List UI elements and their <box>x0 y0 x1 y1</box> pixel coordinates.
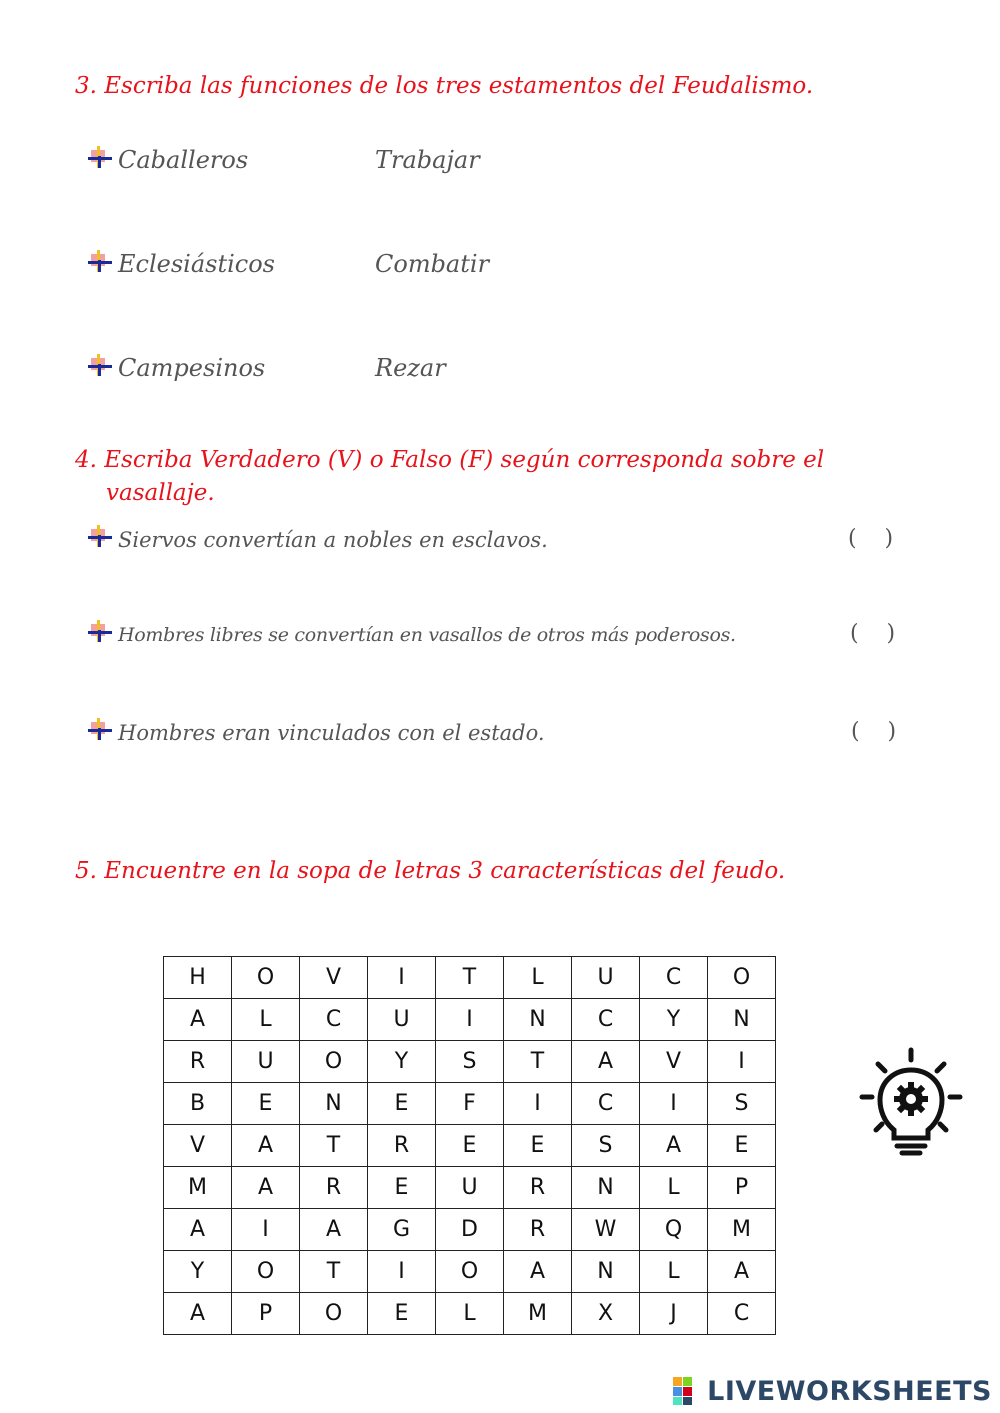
grid-cell[interactable]: V <box>300 957 368 999</box>
grid-cell[interactable]: I <box>368 1251 436 1293</box>
grid-cell[interactable]: I <box>368 957 436 999</box>
grid-cell[interactable]: I <box>640 1083 708 1125</box>
grid-cell[interactable]: E <box>708 1125 776 1167</box>
grid-cell[interactable]: O <box>300 1293 368 1335</box>
grid-cell[interactable]: E <box>368 1167 436 1209</box>
grid-cell[interactable]: C <box>708 1293 776 1335</box>
grid-cell[interactable]: L <box>436 1293 504 1335</box>
q3-left-text: Caballeros <box>118 146 249 174</box>
grid-cell[interactable]: Y <box>368 1041 436 1083</box>
question-3-title: 3. Escriba las funciones de los tres estamentos del Feudalismo. <box>75 73 814 99</box>
grid-cell[interactable]: T <box>436 957 504 999</box>
grid-cell[interactable]: L <box>640 1251 708 1293</box>
answer-blank[interactable]: ( ) <box>850 621 896 646</box>
grid-cell[interactable]: A <box>164 999 232 1041</box>
grid-cell[interactable]: U <box>572 957 640 999</box>
grid-cell[interactable]: T <box>300 1125 368 1167</box>
grid-row <box>164 1209 776 1251</box>
grid-row <box>164 1251 776 1293</box>
grid-cell[interactable]: S <box>436 1041 504 1083</box>
bullet-cross-icon <box>88 620 112 644</box>
grid-cell[interactable]: X <box>572 1293 640 1335</box>
grid-row <box>164 957 776 999</box>
grid-cell[interactable]: M <box>164 1167 232 1209</box>
grid-cell[interactable]: C <box>572 999 640 1041</box>
grid-cell[interactable]: O <box>232 957 300 999</box>
grid-cell[interactable]: A <box>300 1209 368 1251</box>
grid-cell[interactable]: L <box>232 999 300 1041</box>
grid-cell[interactable]: R <box>164 1041 232 1083</box>
answer-blank[interactable]: ( ) <box>851 719 897 744</box>
grid-cell[interactable]: A <box>232 1167 300 1209</box>
grid-cell[interactable]: P <box>708 1167 776 1209</box>
grid-cell[interactable]: O <box>300 1041 368 1083</box>
question-4-title-continued: vasallaje. <box>106 480 215 506</box>
grid-row <box>164 1125 776 1167</box>
grid-cell[interactable]: I <box>708 1041 776 1083</box>
q4-statement: Siervos convertían a nobles en esclavos. <box>118 528 548 552</box>
grid-row <box>164 1167 776 1209</box>
grid-cell[interactable]: A <box>232 1125 300 1167</box>
grid-cell[interactable]: R <box>504 1209 572 1251</box>
grid-cell[interactable]: J <box>640 1293 708 1335</box>
grid-row <box>164 1041 776 1083</box>
grid-cell[interactable]: R <box>300 1167 368 1209</box>
bullet-cross-icon <box>88 250 112 274</box>
brand-name: LIVEWORKSHEETS <box>707 1375 992 1407</box>
grid-cell[interactable]: T <box>504 1041 572 1083</box>
grid-cell[interactable]: V <box>640 1041 708 1083</box>
answer-blank[interactable]: ( ) <box>848 526 894 551</box>
grid-cell[interactable]: M <box>504 1293 572 1335</box>
question-5-title: 5. Encuentre en la sopa de letras 3 características del feudo. <box>75 858 786 884</box>
grid-cell[interactable]: O <box>436 1251 504 1293</box>
grid-cell[interactable]: S <box>572 1125 640 1167</box>
grid-cell[interactable]: N <box>708 999 776 1041</box>
grid-row <box>164 1293 776 1335</box>
lightbulb-gear-icon <box>858 1046 964 1158</box>
grid-cell[interactable]: E <box>232 1083 300 1125</box>
grid-cell[interactable]: N <box>504 999 572 1041</box>
word-search-grid <box>163 956 776 1335</box>
grid-row <box>164 1083 776 1125</box>
grid-cell[interactable]: V <box>164 1125 232 1167</box>
grid-cell[interactable]: H <box>164 957 232 999</box>
q4-statement: Hombres libres se convertían en vasallos de otros más poderosos. <box>118 624 736 646</box>
q3-right-text: Combatir <box>375 250 490 278</box>
bullet-cross-icon <box>88 354 112 378</box>
grid-cell[interactable]: C <box>300 999 368 1041</box>
liveworksheets-logo-icon <box>673 1377 701 1405</box>
grid-cell[interactable]: A <box>164 1209 232 1251</box>
grid-cell[interactable]: A <box>164 1293 232 1335</box>
grid-row <box>164 999 776 1041</box>
q4-statement: Hombres eran vinculados con el estado. <box>118 721 545 745</box>
grid-cell[interactable]: C <box>640 957 708 999</box>
grid-cell[interactable]: E <box>368 1293 436 1335</box>
grid-cell[interactable]: D <box>436 1209 504 1251</box>
grid-cell[interactable]: W <box>572 1209 640 1251</box>
liveworksheets-brand[interactable] <box>673 1375 992 1407</box>
grid-cell[interactable]: O <box>232 1251 300 1293</box>
grid-cell[interactable]: A <box>572 1041 640 1083</box>
grid-cell[interactable]: L <box>640 1167 708 1209</box>
grid-cell[interactable]: U <box>436 1167 504 1209</box>
grid-cell[interactable]: M <box>708 1209 776 1251</box>
bullet-cross-icon <box>88 525 112 549</box>
grid-cell[interactable]: B <box>164 1083 232 1125</box>
bullet-cross-icon <box>88 718 112 742</box>
bullet-cross-icon <box>88 146 112 170</box>
grid-cell[interactable]: E <box>436 1125 504 1167</box>
grid-cell[interactable]: R <box>368 1125 436 1167</box>
grid-cell[interactable]: O <box>708 957 776 999</box>
grid-cell[interactable]: U <box>368 999 436 1041</box>
grid-cell[interactable]: L <box>504 957 572 999</box>
grid-cell[interactable]: I <box>436 999 504 1041</box>
q3-left-text: Campesinos <box>118 354 266 382</box>
grid-cell[interactable]: Y <box>640 999 708 1041</box>
grid-cell[interactable]: T <box>300 1251 368 1293</box>
grid-cell[interactable]: R <box>504 1167 572 1209</box>
grid-cell[interactable]: N <box>300 1083 368 1125</box>
grid-cell[interactable]: E <box>368 1083 436 1125</box>
grid-cell[interactable]: Y <box>164 1251 232 1293</box>
grid-cell[interactable]: I <box>504 1083 572 1125</box>
question-4-title: 4. Escriba Verdadero (V) o Falso (F) según corresponda sobre el <box>75 447 825 473</box>
grid-cell[interactable]: I <box>232 1209 300 1251</box>
grid-cell[interactable]: A <box>708 1251 776 1293</box>
grid-cell[interactable]: G <box>368 1209 436 1251</box>
q3-right-text: Rezar <box>375 354 446 382</box>
q3-right-text: Trabajar <box>375 146 480 174</box>
grid-cell[interactable]: C <box>572 1083 640 1125</box>
q3-left-text: Eclesiásticos <box>118 250 275 278</box>
grid-cell[interactable]: S <box>708 1083 776 1125</box>
grid-cell[interactable]: F <box>436 1083 504 1125</box>
grid-cell[interactable]: A <box>640 1125 708 1167</box>
grid-cell[interactable]: Q <box>640 1209 708 1251</box>
grid-cell[interactable]: U <box>232 1041 300 1083</box>
grid-cell[interactable]: A <box>504 1251 572 1293</box>
grid-cell[interactable]: E <box>504 1125 572 1167</box>
grid-cell[interactable]: P <box>232 1293 300 1335</box>
grid-cell[interactable]: N <box>572 1251 640 1293</box>
grid-cell[interactable]: N <box>572 1167 640 1209</box>
